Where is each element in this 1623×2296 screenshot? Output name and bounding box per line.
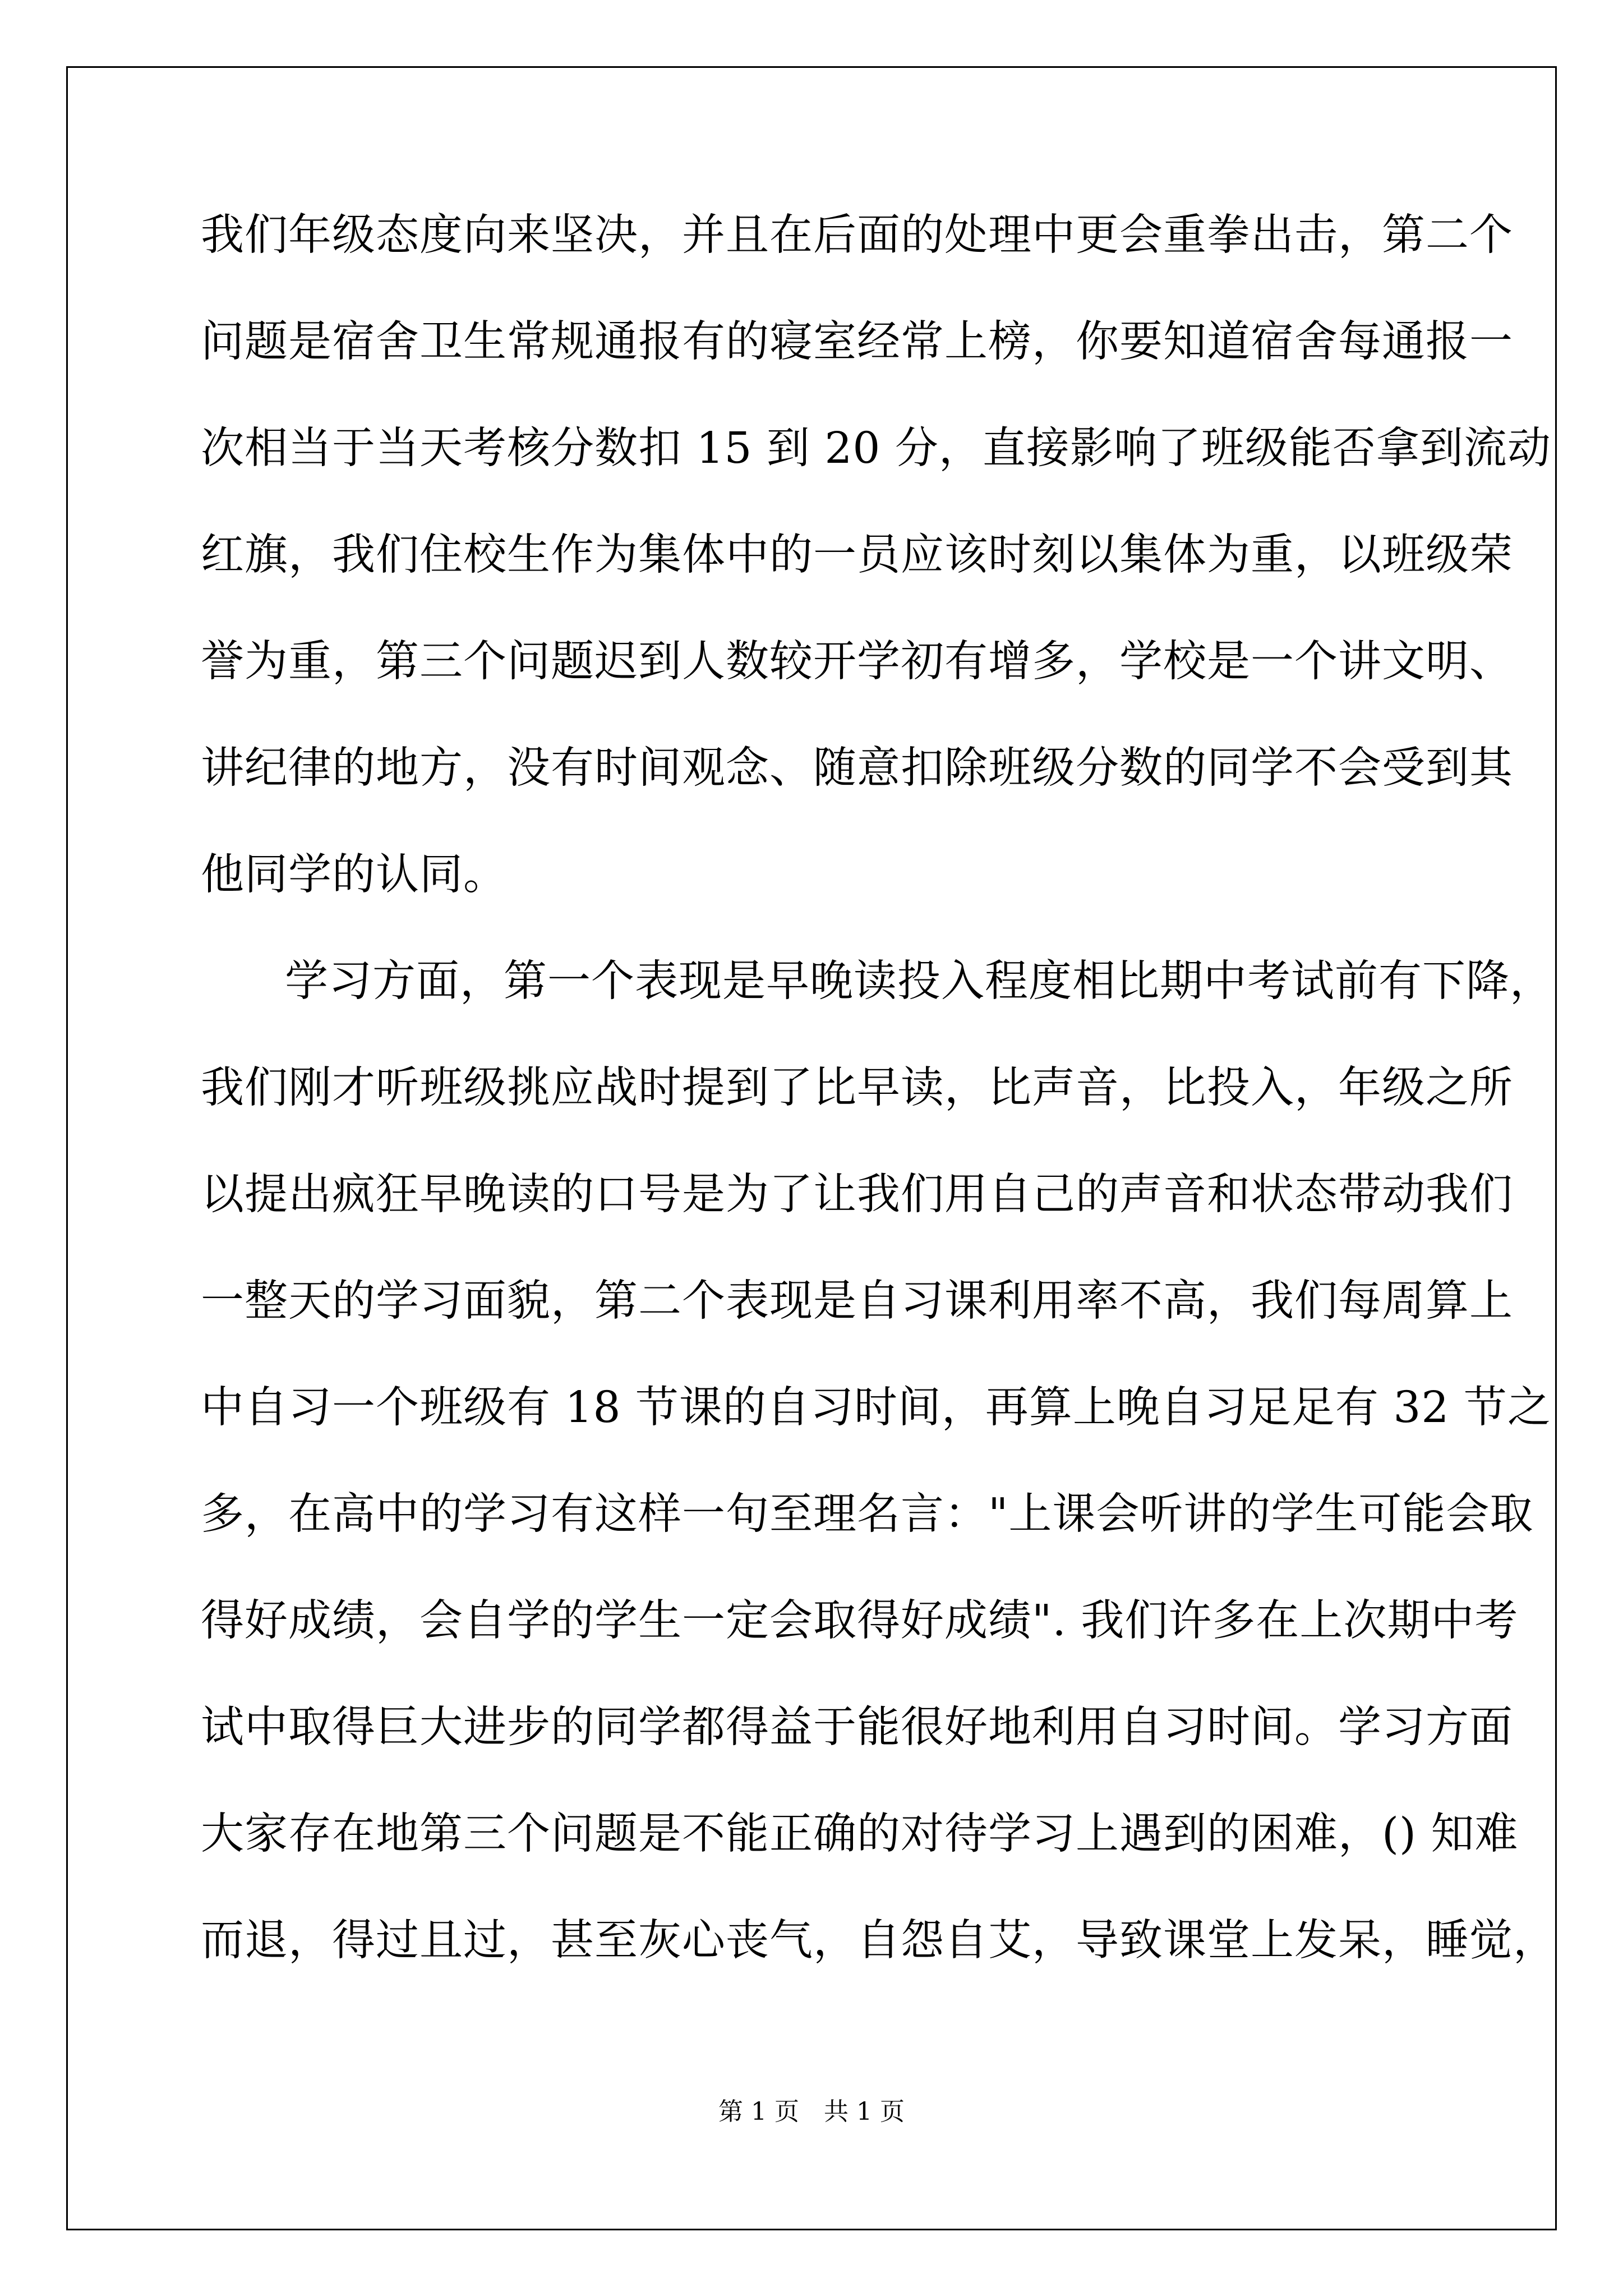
page-number: 第 1 页 xyxy=(718,2097,799,2126)
page-total: 共 1 页 xyxy=(824,2097,905,2126)
text-line: 试中取得巨大进步的同学都得益于能很好地利用自习时间。学习方面 xyxy=(201,1703,1513,1752)
text-line: 问题是宿舍卫生常规通报有的寝室经常上榜，你要知道宿舍每通报一 xyxy=(201,317,1513,367)
text-line: 多，在高中的学习有这样一句至理名言："上课会听讲的学生可能会取 xyxy=(201,1489,1534,1539)
text-line: 誉为重，第三个问题迟到人数较开学初有增多，学校是一个讲文明、 xyxy=(201,637,1513,687)
text-line: 我们刚才听班级挑应战时提到了比早读，比声音，比投入，年级之所 xyxy=(201,1063,1513,1113)
document-body xyxy=(201,208,1557,2019)
paragraph-first-line: 学习方面，第一个表现是早晚读投入程度相比期中考试前有下降， xyxy=(285,956,1553,1006)
text-line: 我们年级态度向来坚决，并且在后面的处理中更会重拳出击，第二个 xyxy=(201,210,1513,260)
text-line: 而退，得过且过，甚至灰心丧气，自怨自艾，导致课堂上发呆，睡觉， xyxy=(201,1916,1557,1966)
text-line: 红旗，我们住校生作为集体中的一员应该时刻以集体为重，以班级荣 xyxy=(201,530,1513,580)
text-line: 得好成绩，会自学的学生一定会取得好成绩". 我们许多在上次期中考 xyxy=(201,1596,1519,1646)
text-line: 他同学的认同。 xyxy=(201,850,507,900)
text-line: 讲纪律的地方，没有时间观念、随意扣除班级分数的同学不会受到其 xyxy=(201,743,1513,793)
text-line: 中自习一个班级有 18 节课的自习时间，再算上晚自习足足有 32 节之 xyxy=(201,1383,1551,1433)
text-line: 大家存在地第三个问题是不能正确的对待学习上遇到的困难，() 知难 xyxy=(201,1809,1519,1859)
text-line: 以提出疯狂早晚读的口号是为了让我们用自己的声音和状态带动我们 xyxy=(201,1170,1513,1220)
page-footer xyxy=(0,2095,1623,2129)
text-line: 一整天的学习面貌，第二个表现是自习课利用率不高，我们每周算上 xyxy=(201,1276,1513,1326)
text-line: 次相当于当天考核分数扣 15 到 20 分，直接影响了班级能否拿到流动 xyxy=(201,424,1551,473)
